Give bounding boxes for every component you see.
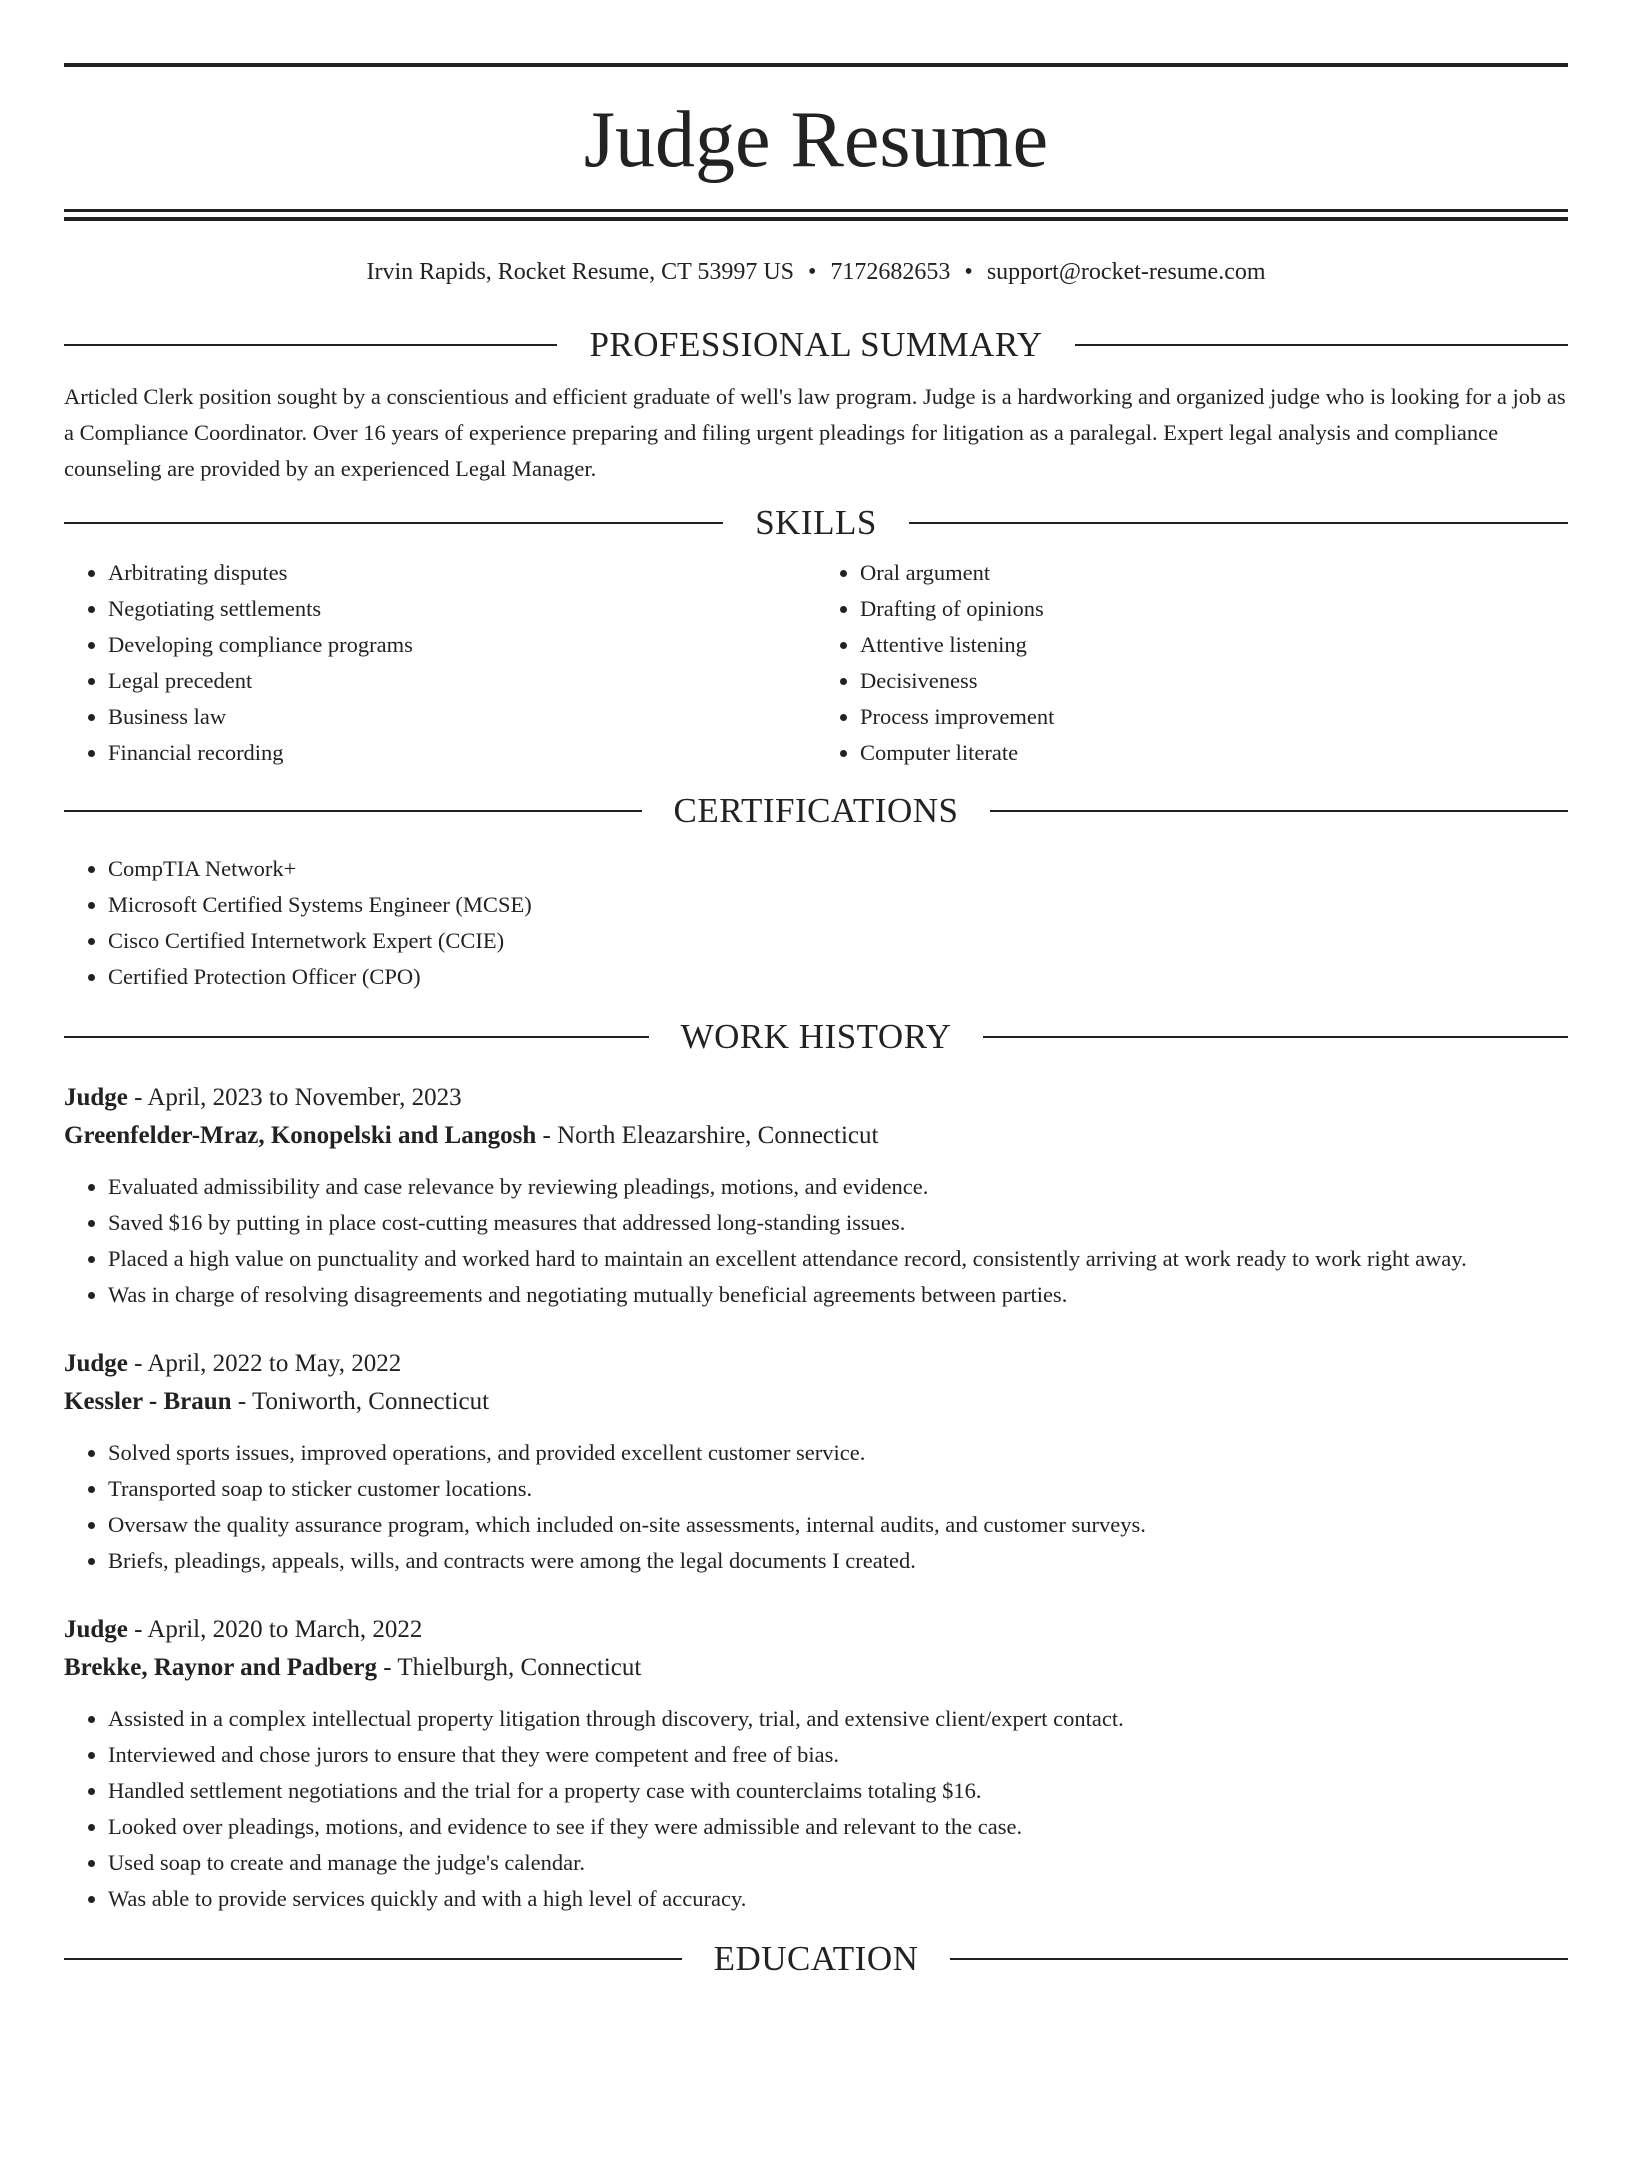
section-rule: [950, 1958, 1568, 1960]
contact-address: Irvin Rapids, Rocket Resume, CT 53997 US: [366, 259, 795, 285]
certification-item: • Microsoft Certified Systems Engineer (MCSE): [108, 887, 1568, 923]
section-header-work-history: [64, 1017, 1568, 1057]
job-bullet: • Used soap to create and manage the judge's calendar.: [108, 1845, 1568, 1881]
skill-item: • Attentive listening: [860, 627, 1568, 663]
title-double-rule: [64, 209, 1568, 221]
job-company: Kessler - Braun: [64, 1388, 232, 1415]
certification-item: • Cisco Certified Internetwork Expert (CCIE): [108, 923, 1568, 959]
section-rule: [990, 810, 1568, 812]
job-company: Brekke, Raynor and Padberg: [64, 1654, 378, 1681]
job-company-line: [64, 1649, 1568, 1687]
section-rule: [64, 1036, 649, 1038]
job-bullet: • Transported soap to sticker customer locations.: [108, 1471, 1568, 1507]
job-title-line: [64, 1345, 1568, 1383]
job-title-line: [64, 1611, 1568, 1649]
job-company-line: [64, 1383, 1568, 1421]
skill-item: • Negotiating settlements: [108, 591, 816, 627]
job-dash: -: [127, 1084, 148, 1111]
section-rule: [64, 522, 723, 524]
job-title: Judge: [64, 1616, 128, 1643]
skill-item: • Developing compliance programs: [108, 627, 816, 663]
job-dash: -: [536, 1122, 558, 1149]
skill-item: • Legal precedent: [108, 663, 816, 699]
job-company-line: [64, 1117, 1568, 1155]
job-title: Judge: [64, 1084, 128, 1111]
skill-item: • Oral argument: [860, 555, 1568, 591]
section-header-summary: [64, 325, 1568, 365]
job-company: Greenfelder-Mraz, Konopelski and Langosh: [64, 1122, 537, 1149]
job-dash: -: [377, 1654, 398, 1681]
job-bullet: • Was in charge of resolving disagreements and negotiating mutually beneficial agreements between parties.: [108, 1277, 1568, 1313]
contact-separator: •: [964, 259, 973, 285]
contact-line: [64, 257, 1568, 287]
resume-page: [0, 63, 1632, 2175]
job-dash: -: [127, 1616, 148, 1643]
skill-item: • Arbitrating disputes: [108, 555, 816, 591]
section-title: CERTIFICATIONS: [673, 791, 959, 830]
contact-separator: •: [808, 259, 817, 285]
job-bullet: • Was able to provide services quickly and with a high level of accuracy.: [108, 1881, 1568, 1917]
job-dash: -: [231, 1388, 252, 1415]
job-bullet: • Interviewed and chose jurors to ensure that they were competent and free of bias.: [108, 1737, 1568, 1773]
job-bullet: • Briefs, pleadings, appeals, wills, and contracts were among the legal documents I created.: [108, 1543, 1568, 1579]
job-bullet: • Looked over pleadings, motions, and evidence to see if they were admissible and relevant to the case.: [108, 1809, 1568, 1845]
skill-item: • Computer literate: [860, 735, 1568, 771]
section-title: SKILLS: [755, 503, 877, 542]
job-bullet: • Handled settlement negotiations and the trial for a property case with counterclaims totaling $16.: [108, 1773, 1568, 1809]
resume-title: Judge Resume: [583, 96, 1049, 184]
job-bullets: [64, 1169, 1568, 1313]
job-title-line: [64, 1079, 1568, 1117]
skills-list-right: [816, 555, 1568, 771]
job-dates: April, 2020 to March, 2022: [147, 1616, 423, 1643]
skill-item: • Decisiveness: [860, 663, 1568, 699]
section-rule: [983, 1036, 1568, 1038]
job-entry: [64, 1345, 1568, 1579]
section-rule: [64, 810, 642, 812]
section-title: EDUCATION: [713, 1939, 919, 1978]
job-dates: April, 2022 to May, 2022: [147, 1350, 402, 1377]
section-header-education: [64, 1939, 1568, 1979]
job-bullet: • Saved $16 by putting in place cost-cutting measures that addressed long-standing issues.: [108, 1205, 1568, 1241]
job-dash: -: [127, 1350, 148, 1377]
contact-phone: 7172682653: [830, 259, 951, 285]
job-entry: [64, 1079, 1568, 1313]
job-bullet: • Oversaw the quality assurance program, which included on-site assessments, internal audits, and customer surveys.: [108, 1507, 1568, 1543]
job-bullets: [64, 1701, 1568, 1917]
section-header-skills: [64, 503, 1568, 543]
job-location: Toniworth, Connecticut: [251, 1388, 490, 1415]
job-location: Thielburgh, Connecticut: [397, 1654, 642, 1681]
contact-email: support@rocket-resume.com: [986, 259, 1266, 285]
section-rule: [909, 522, 1568, 524]
job-bullet: • Solved sports issues, improved operations, and provided excellent customer service.: [108, 1435, 1568, 1471]
section-rule: [64, 344, 557, 346]
skills-list-left: [64, 555, 816, 771]
section-rule: [64, 1958, 682, 1960]
job-entry: [64, 1611, 1568, 1917]
skill-item: • Business law: [108, 699, 816, 735]
skill-item: • Process improvement: [860, 699, 1568, 735]
job-title: Judge: [64, 1350, 128, 1377]
certification-item: • CompTIA Network+: [108, 851, 1568, 887]
job-bullet: • Assisted in a complex intellectual property litigation through discovery, trial, and extensive client/expert contact.: [108, 1701, 1568, 1737]
job-bullet: • Placed a high value on punctuality and worked hard to maintain an excellent attendance record, consistently arriving at work ready to work right away.: [108, 1241, 1568, 1277]
top-rule: [64, 63, 1568, 67]
job-bullet: • Evaluated admissibility and case relevance by reviewing pleadings, motions, and evidence.: [108, 1169, 1568, 1205]
skills-columns: [64, 555, 1568, 771]
skill-item: • Financial recording: [108, 735, 816, 771]
section-header-certifications: [64, 791, 1568, 831]
job-dates: April, 2023 to November, 2023: [147, 1084, 462, 1111]
section-rule: [1075, 344, 1568, 346]
certification-item: • Certified Protection Officer (CPO): [108, 959, 1568, 995]
section-title: PROFESSIONAL SUMMARY: [589, 325, 1043, 364]
job-bullets: [64, 1435, 1568, 1579]
certifications-list: [64, 851, 1568, 995]
summary-text: Articled Clerk position sought by a conscientious and efficient graduate of well's law program. Judge is a hardworking and organized judge who is looking for a job as a Compliance Coordinator. Over 16 years of experience preparing and filing urgent pleadings for litigation as a paralegal. Expert legal analysis and compliance counseling are provided by an experienced Legal Manager.: [64, 384, 1566, 481]
skill-item: • Drafting of opinions: [860, 591, 1568, 627]
job-location: North Eleazarshire, Connecticut: [557, 1122, 879, 1149]
section-title: WORK HISTORY: [680, 1017, 952, 1056]
